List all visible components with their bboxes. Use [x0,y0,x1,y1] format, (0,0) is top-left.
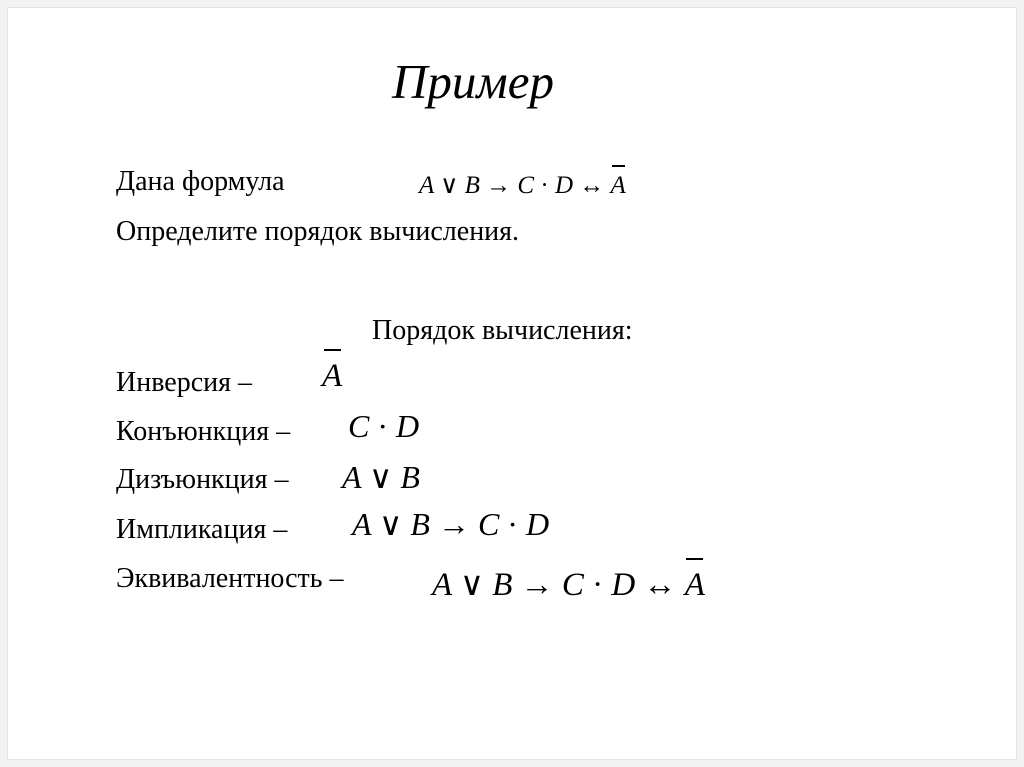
conjunction-symbol: · [540,172,549,199]
order-row-implication: Импликация – [116,514,288,545]
task-text: Определите порядок вычисления. [116,216,520,247]
order-row-equivalence: Эквивалентность – [116,563,344,594]
formula-var-c: C [561,567,584,603]
conjunction-expression [348,408,419,445]
conjunction-symbol: · [377,408,388,444]
formula-var-d: D [611,567,636,603]
formula-var-d: D [525,506,550,542]
formula-var-b: B [400,459,420,495]
disjunction-symbol: ∨ [459,567,484,603]
formula-var-d: D [554,172,573,199]
disjunction-expression [342,458,420,496]
formula-negated-a: A [610,172,626,199]
order-row-inversion: Инверсия – [116,367,252,398]
order-heading: Порядок вычисления: [372,315,633,346]
formula-var-b: B [492,567,513,603]
implication-symbol: → [520,567,554,603]
inversion-expression [322,358,342,395]
negated-a: A [322,358,343,394]
equivalence-symbol: ↔ [579,172,605,199]
disjunction-symbol: ∨ [368,459,393,495]
slide-title: Пример [392,54,554,109]
order-row-conjunction: Конъюнкция – [116,416,291,447]
formula-var-c: C [517,172,535,199]
formula-var-c: C [477,506,500,542]
implication-symbol: → [486,172,512,199]
disjunction-symbol: ∨ [378,506,403,542]
negated-a: A [684,567,705,603]
equivalence-expression [432,564,705,604]
given-formula [419,170,626,200]
conjunction-symbol: · [592,567,604,603]
formula-var-c: C [348,408,370,444]
formula-var-a: A [352,506,371,542]
implication-symbol: → [437,506,470,542]
formula-var-d: D [396,408,420,444]
given-formula-label: Дана формула [116,166,285,197]
conjunction-symbol: · [507,506,518,542]
implication-expression [352,505,549,543]
formula-var-b: B [464,172,480,199]
order-row-disjunction: Дизъюнкция – [116,464,289,495]
equivalence-symbol: ↔ [643,567,677,603]
disjunction-symbol: ∨ [440,172,459,199]
slide [8,8,1016,759]
formula-var-a: A [342,459,361,495]
formula-var-b: B [410,506,430,542]
formula-var-a: A [419,172,434,199]
formula-var-a: A [432,567,452,603]
